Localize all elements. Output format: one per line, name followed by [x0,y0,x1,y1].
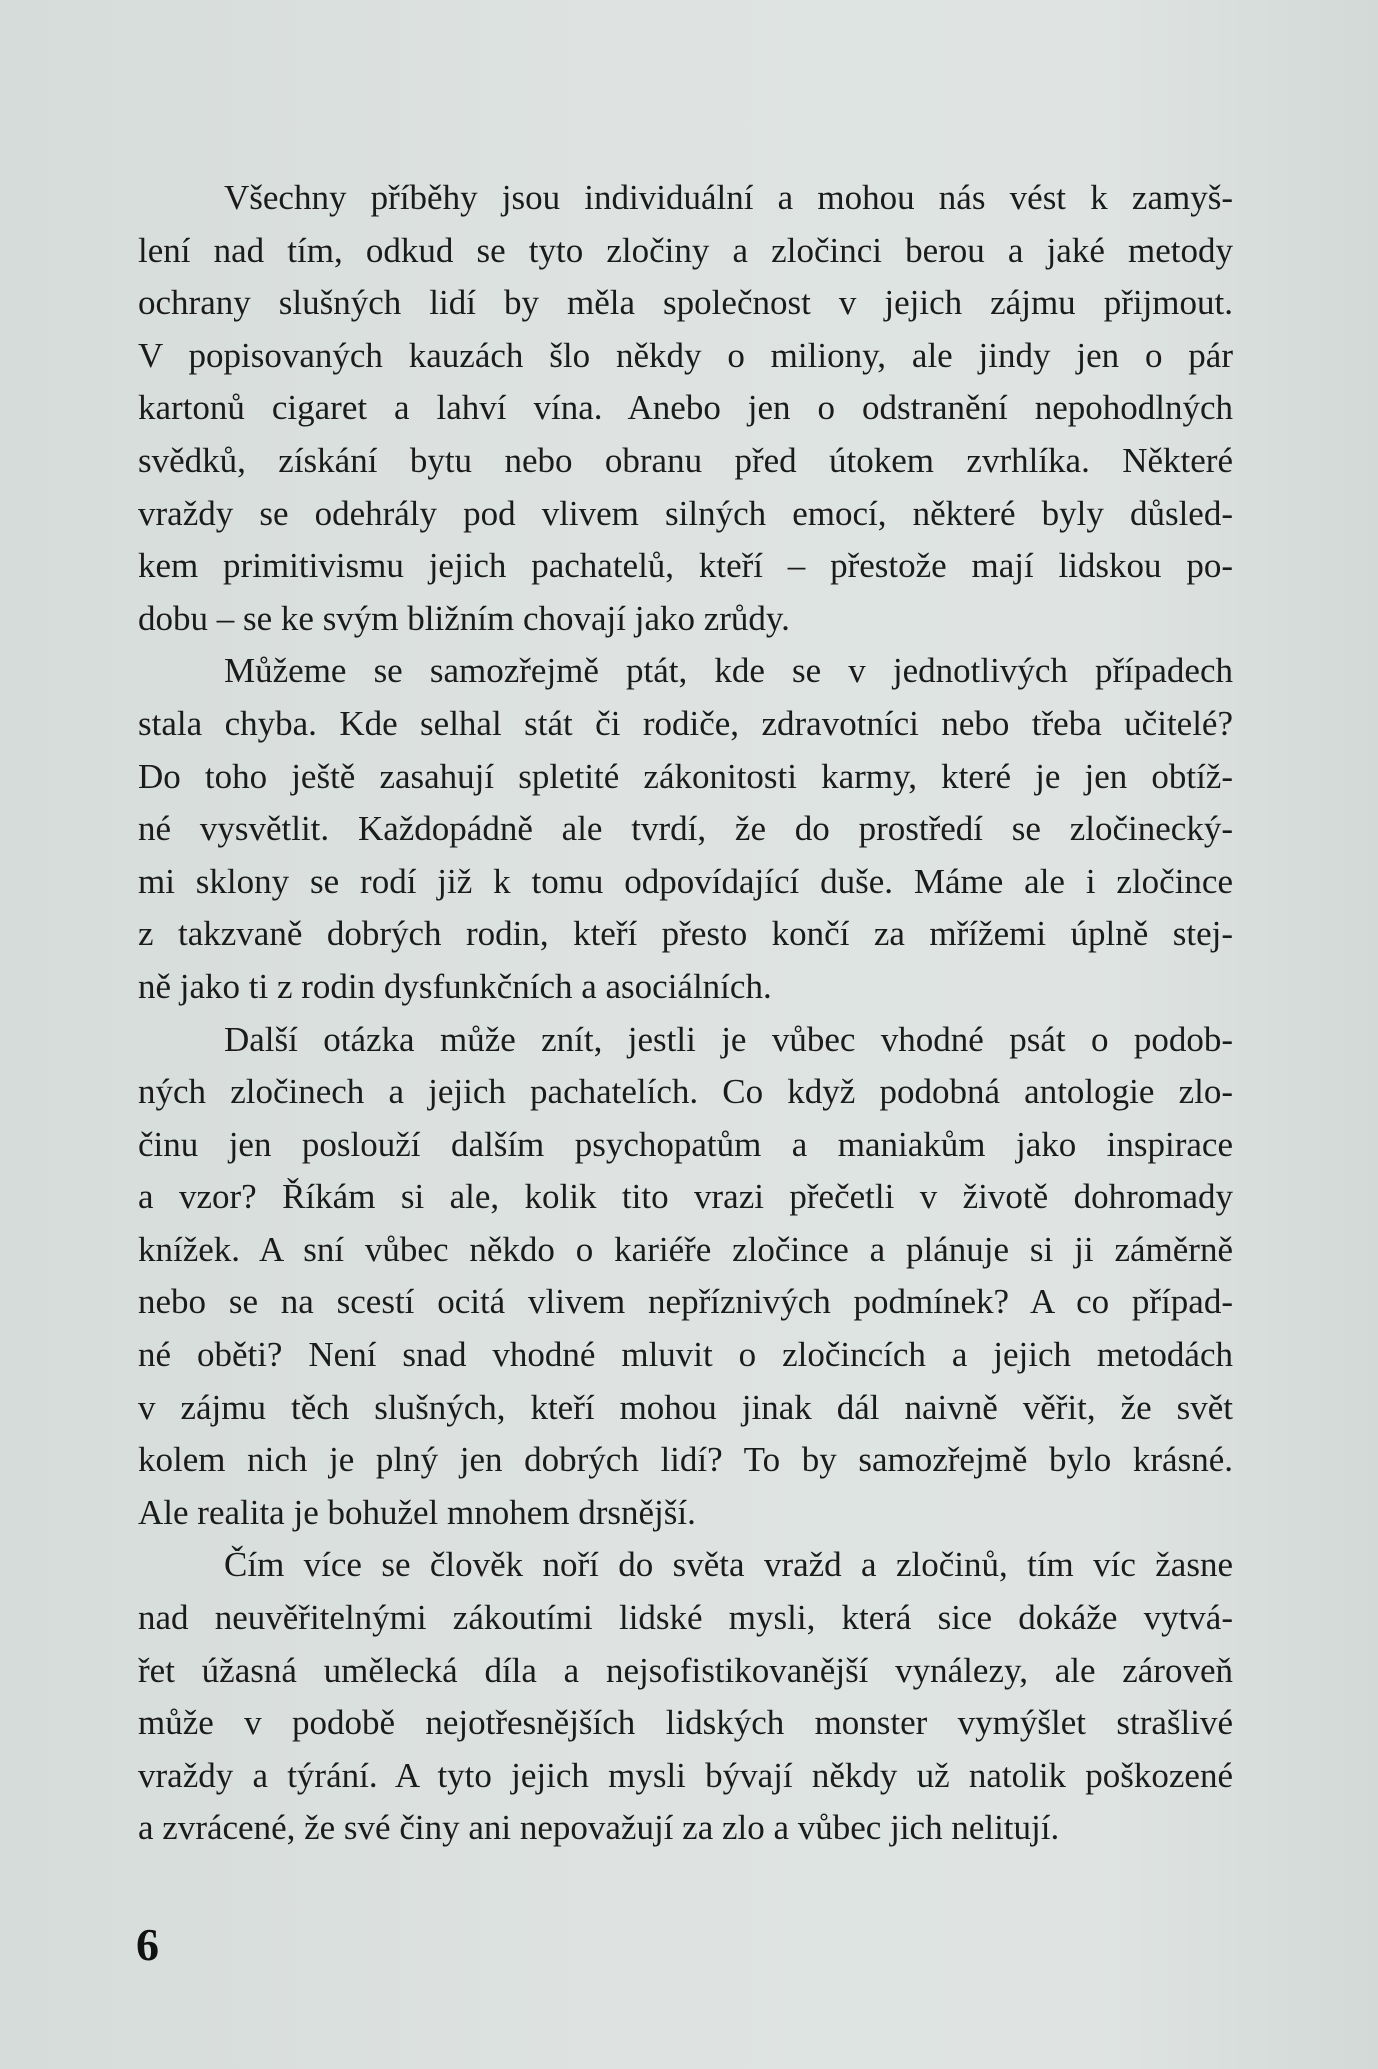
text-line: svědků, získání bytu nebo obranu před útokem zvrhlíka. Některé [138,440,1233,480]
text-line: z takzvaně dobrých rodin, kteří přesto končí za mřížemi úplně stej- [138,914,1233,954]
text-line: knížek. A sní vůbec někdo o kariéře zločince a plánuje si ji záměrně [138,1229,1233,1269]
text-line: vraždy se odehrály pod vlivem silných emocí, některé byly důsled- [138,493,1233,533]
text-line: né oběti? Není snad vhodné mluvit o zločincích a jejich metodách [138,1335,1233,1375]
paragraph-3 [138,1014,1233,1540]
paragraph-4 [138,1539,1233,1855]
text-line: může v podobě nejotřesnějších lidských monster vymýšlet strašlivé [138,1703,1233,1743]
text-line: ných zločinech a jejich pachatelích. Co když podobná antologie zlo- [138,1072,1233,1112]
text-line: a zvrácené, že své činy ani nepovažují za zlo a vůbec jich nelitují. [138,1808,1060,1848]
text-line: v zájmu těch slušných, kteří mohou jinak dál naivně věřit, že svět [138,1387,1233,1427]
paragraph-1 [138,172,1233,645]
text-line: V popisovaných kauzách šlo někdy o miliony, ale jindy jen o pár [138,335,1233,375]
text-line: stala chyba. Kde selhal stát či rodiče, zdravotníci nebo třeba učitelé? [138,703,1233,743]
text-line: kem primitivismu jejich pachatelů, kteří – přestože mají lidskou po- [138,546,1233,586]
text-line: kartonů cigaret a lahví vína. Anebo jen o odstranění nepohodlných [138,388,1233,428]
paragraph-2 [138,645,1233,1013]
text-line: ochrany slušných lidí by měla společnost v jejich zájmu přijmout. [138,283,1233,323]
page-number: 6 [136,1919,159,1970]
text-line: Čím více se člověk noří do světa vražd a zločinů, tím víc žasne [224,1545,1233,1585]
text-line: Do toho ještě zasahují spletité zákonitosti karmy, které je jen obtíž- [138,756,1233,796]
text-line: kolem nich je plný jen dobrých lidí? To by samozřejmě bylo krásné. [138,1440,1233,1480]
text-line: Ale realita je bohužel mnohem drsnější. [138,1492,696,1532]
body-text [138,172,1233,1855]
text-line: dobu – se ke svým bližním chovají jako zrůdy. [138,598,790,638]
text-line: ně jako ti z rodin dysfunkčních a asociálních. [138,966,772,1006]
text-line: Můžeme se samozřejmě ptát, kde se v jednotlivých případech [224,651,1233,691]
text-line: mi sklony se rodí již k tomu odpovídající duše. Máme ale i zločince [138,861,1233,901]
text-line: né vysvětlit. Každopádně ale tvrdí, že do prostředí se zločinecký- [138,809,1233,849]
text-line: lení nad tím, odkud se tyto zločiny a zločinci berou a jaké metody [138,230,1233,270]
text-line: nebo se na scestí ocitá vlivem nepříznivých podmínek? A co případ- [138,1282,1233,1322]
text-line: řet úžasná umělecká díla a nejsofistikovanější vynálezy, ale zároveň [138,1650,1233,1690]
text-line: Všechny příběhy jsou individuální a mohou nás vést k zamyš- [224,178,1233,217]
text-line: a vzor? Říkám si ale, kolik tito vrazi přečetli v životě dohromady [138,1177,1233,1217]
text-line: vraždy a týrání. A tyto jejich mysli bývají někdy už natolik poškozené [138,1755,1233,1795]
text-line: nad neuvěřitelnými zákoutími lidské mysli, která sice dokáže vytvá- [138,1598,1233,1638]
text-line: činu jen poslouží dalším psychopatům a maniakům jako inspirace [138,1124,1233,1164]
text-line: Další otázka může znít, jestli je vůbec vhodné psát o podob- [224,1019,1233,1059]
